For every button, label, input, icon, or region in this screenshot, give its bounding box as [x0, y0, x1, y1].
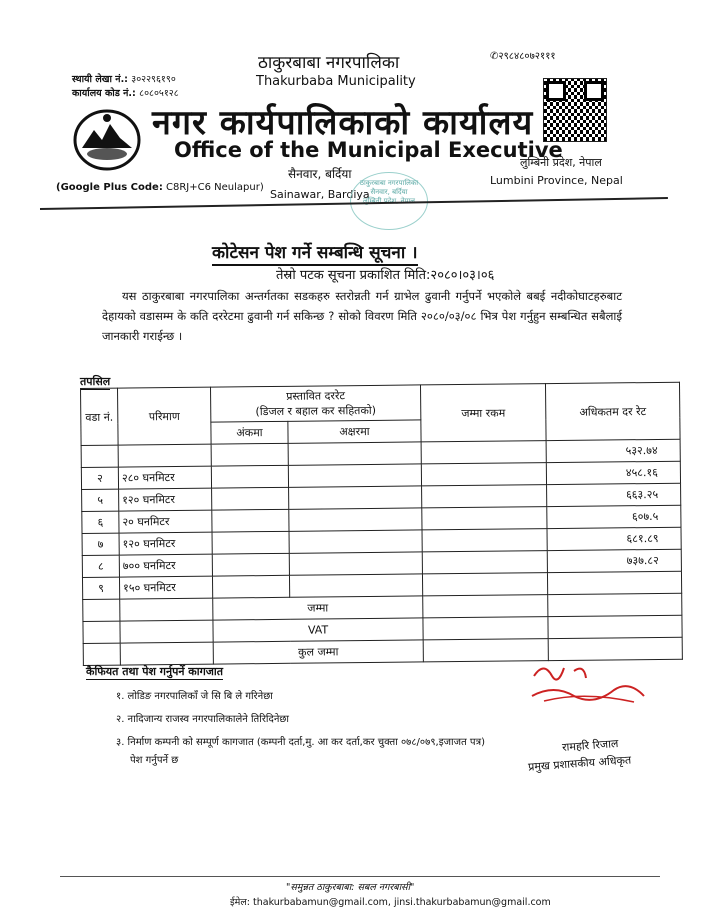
header-max-rate: अधिकतम दर रेट — [545, 382, 680, 440]
province-np: लुम्बिनी प्रदेश, नेपाल — [520, 156, 602, 169]
nepal-emblem-icon — [72, 108, 142, 172]
office-title-en: Office of the Municipal Executive — [174, 138, 563, 162]
province-en: Lumbini Province, Nepal — [490, 174, 623, 187]
remark-item: २. नादिजान्य राजस्व नगरपालिकालेने तिरिदिनेछा — [116, 714, 289, 725]
notice-title: कोटेसन पेश गर्ने सम्बन्धि सूचना । — [212, 240, 418, 266]
quotation-table — [80, 382, 683, 666]
signatory-name: रामहरि रिजाल — [561, 737, 619, 754]
qr-code-icon — [543, 78, 607, 142]
municipality-name-np: ठाकुरबाबा नगरपालिका — [258, 53, 400, 73]
account-number: स्थायी लेखा नं.: ३०२२९६१९० — [72, 74, 176, 85]
notice-body: यस ठाकुरबाबा नगरपालिका अन्तर्गतका सडकहरु स्तरोन्नती गर्न ग्राभेल ढुवानी गर्नुपर्ने भएकोले बबई नदीकोघाटहरुबाट देहायको वडासम्म के कति दररेटमा ढुवानी गर्न सकिन्छ ? सोको विवरण मिति २०८०/०३/०८ भित्र पेश गर्नुहुन सम्बन्धित सबैलाई जानकारी गराईन्छ । — [102, 289, 622, 343]
google-plus-code: (Google Plus Code: C8RJ+C6 Neulapur) — [56, 182, 264, 193]
header-ward: वडा नं. — [81, 388, 119, 445]
remark-item: ३. निर्माण कम्पनी को सम्पूर्ण कागजात (कम्पनी दर्ता,मु. आ कर दर्ता,कर चुक्ता ०७८/०७९,इजाजत पत्र) — [116, 737, 486, 748]
header-proposed-rate: प्रस्तावित दररेट (डिजल र बहाल कर सहितको) — [210, 385, 420, 422]
municipality-name-en: Thakurbaba Municipality — [256, 74, 416, 89]
table-row: ५३२.७४ — [81, 439, 680, 467]
details-label: तपसिल — [80, 375, 111, 388]
phone-icon: ✆ — [490, 51, 499, 62]
header-in-figures: अंकमा — [211, 421, 288, 444]
signatory-title: प्रमुख प्रशासकीय अधिकृत — [527, 753, 632, 774]
vat-row: VAT — [83, 615, 682, 643]
footer-slogan: "समुन्नत ठाकुरबाबा: सबल नगरबासी" — [286, 882, 415, 893]
phone-number: ✆२९८४८०७२१११ — [490, 51, 556, 62]
table-row: ७ १२० घनमिटर ६८१.८९ — [82, 527, 681, 555]
publication-date: तेस्रो पटक सूचना प्रकाशित मिति:२०८०।०३।०६ — [276, 268, 495, 283]
table-header-row — [81, 382, 680, 423]
header-total-amount: जम्मा रकम — [420, 384, 546, 442]
footer-email: ईमेल: thakurbabamun@gmail.com, jinsi.thakurbabamun@gmail.com — [230, 897, 551, 908]
place-en: Sainawar, Bardiya — [270, 188, 370, 201]
office-code: कार्यालय कोड नं.: ८०८०५१२८ — [72, 88, 179, 99]
remarks-heading: कैफियत तथा पेश गर्नुपर्ने कागजात — [86, 665, 224, 678]
office-stamp: ठाकुरबाबा नगरपालिका सैनवार, बर्दिया लुम्बिनी प्रदेश, नेपाल — [350, 172, 428, 230]
header-in-words: अक्षरमा — [288, 420, 421, 443]
office-title-np: नगर कार्यपालिकाको कार्यालय — [152, 103, 534, 143]
remark-item: १. लोडिङ नगरपालिकाँ जे सि बि ले गरिनेछा — [116, 691, 273, 702]
table-row: २ २८० घनमिटर ४५८.१६ — [81, 461, 680, 489]
table-row: ६ २० घनमिटर ६०७.५ — [82, 505, 681, 533]
place-np: सैनवार, बर्दिया — [288, 167, 352, 181]
header-quantity: परिमाण — [118, 387, 212, 445]
grand-total-row: कुल जम्मा — [83, 637, 682, 665]
remark-item: पेश गर्नुपर्ने छ — [130, 755, 179, 766]
table-row: ५ १२० घनमिटर ६६३.२५ — [82, 483, 681, 511]
footer-divider — [60, 876, 660, 877]
sum-row: जम्मा — [83, 593, 682, 621]
table-row: ८ ७०० घनमिटर ७३७.८२ — [82, 549, 681, 577]
handwritten-signature — [524, 656, 654, 716]
table-row: ९ १५० घनमिटर — [82, 571, 681, 599]
